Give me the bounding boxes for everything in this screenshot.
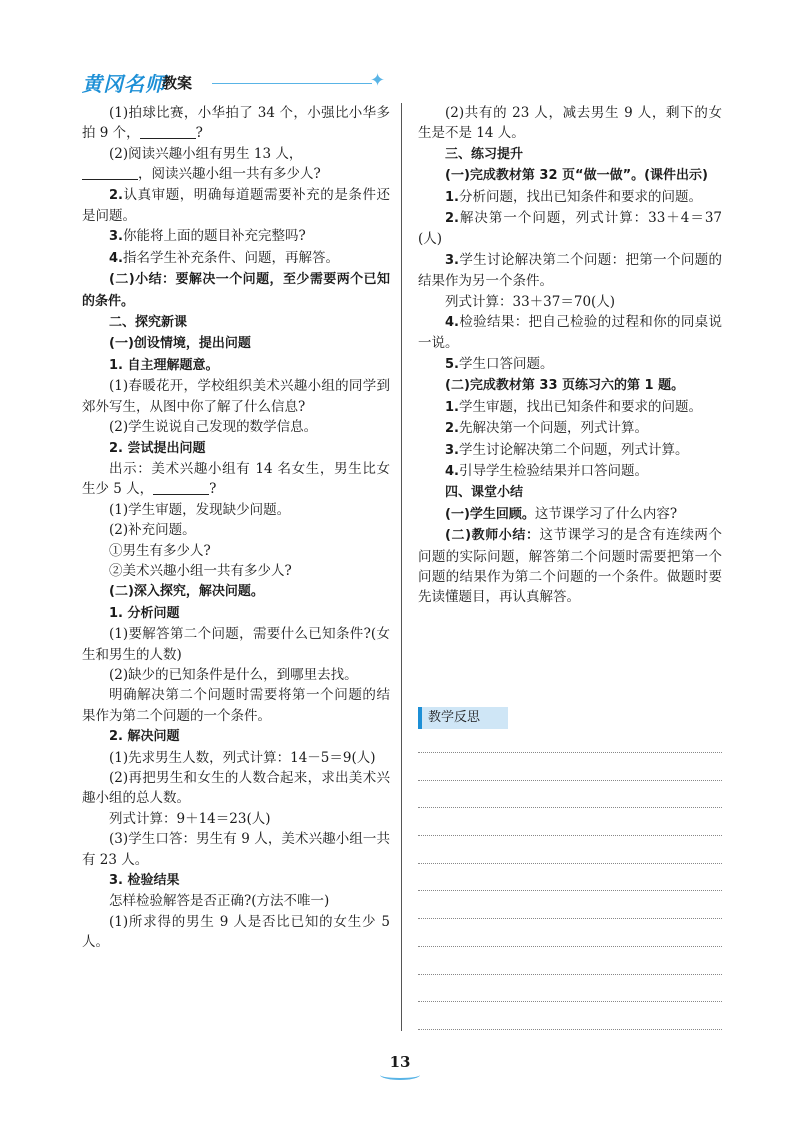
header-subtitle: 教案 — [162, 74, 193, 92]
bold-text: 3. — [445, 442, 459, 458]
paragraph — [82, 541, 390, 561]
paragraph — [82, 912, 390, 953]
paragraph — [82, 459, 390, 500]
text-run: 出示：美术兴趣小组有 14 名女生，男生比女生少 5 人， — [82, 460, 390, 498]
text-run: ②美术兴趣小组一共有多少人? — [109, 562, 292, 579]
text-run: 解决第一个问题，列式计算：33＋4＝37(人) — [418, 210, 722, 248]
paragraph — [418, 208, 722, 250]
paragraph — [418, 250, 722, 292]
paragraph — [418, 354, 722, 375]
bold-text: 1. 分析问题 — [109, 605, 180, 621]
text-run: 学生讨论解决第二个问题，列式计算。 — [458, 441, 689, 458]
paragraph — [82, 809, 390, 829]
paragraph — [418, 187, 722, 208]
bold-text: 4. — [109, 250, 123, 266]
text-run: ，阅读兴趣小组一共有多少人? — [138, 166, 321, 183]
page-number: 13 — [389, 1053, 411, 1071]
text-run: 分析问题，找出已知条件和要求的问题。 — [458, 188, 702, 205]
writing-line — [418, 863, 722, 864]
bold-text: 1. — [445, 189, 459, 205]
bold-text: 2. 尝试提出问题 — [109, 440, 206, 456]
writing-line — [418, 890, 722, 891]
paragraph — [82, 829, 390, 870]
bold-text: 2. — [445, 211, 459, 227]
paragraph — [418, 397, 722, 418]
writing-line — [418, 974, 722, 975]
paragraph — [418, 418, 722, 439]
writing-line — [418, 946, 722, 947]
bold-text: (一)完成教材第 32 页“做一做”。(课件出示) — [445, 168, 708, 184]
bold-text: (二)小结：要解决一个问题，至少需要两个已知的条件。 — [82, 272, 390, 309]
paragraph — [418, 165, 722, 186]
paragraph — [418, 504, 722, 525]
paragraph — [82, 269, 390, 312]
paragraph — [82, 185, 390, 227]
bold-text: 3. — [445, 252, 459, 268]
writing-line — [418, 918, 722, 919]
paragraph — [82, 355, 390, 376]
bold-text: 二、探究新课 — [109, 315, 188, 331]
writing-line — [418, 752, 722, 753]
paragraph — [418, 440, 722, 461]
paragraph — [82, 726, 390, 747]
bold-text: 三、练习提升 — [445, 146, 524, 162]
header-rule — [212, 83, 372, 84]
reflection-title: 教学反思 — [418, 707, 508, 729]
text-run: 先解决第一个问题，列式计算。 — [458, 420, 648, 437]
page-number-ornament — [380, 1070, 420, 1080]
paragraph — [82, 685, 390, 726]
text-run: 你能将上面的题目补充完整吗? — [122, 228, 306, 245]
text-run: 检验结果：把自己检验的过程和你的同桌说一说。 — [418, 314, 722, 352]
paragraph — [82, 226, 390, 247]
text-run: (1)学生审题，发现缺少问题。 — [109, 501, 291, 518]
paragraph — [82, 748, 390, 768]
bold-text: (二)教师小结： — [445, 528, 540, 544]
paragraph — [82, 870, 390, 891]
text-run: 怎样检验解答是否正确?(方法不唯一) — [109, 893, 330, 910]
bold-text: 1. 自主理解题意。 — [109, 357, 219, 373]
text-run: 这节课学习了什么内容? — [534, 505, 678, 522]
paragraph — [82, 312, 390, 333]
brand-logo: 黄冈名师 — [82, 72, 166, 96]
paragraph — [82, 417, 390, 437]
text-run: (2)学生说说自己发现的数学信息。 — [109, 419, 318, 436]
text-run: 认真审题，明确每道题需要补充的是条件还是问题。 — [82, 186, 390, 225]
bold-text: (一)学生回顾。 — [445, 506, 535, 522]
paragraph — [418, 482, 722, 503]
paragraph — [418, 312, 722, 354]
text-run: (1)先求男生人数，列式计算：14－5＝9(人) — [109, 749, 376, 766]
bold-text: 2. — [445, 421, 459, 437]
paragraph — [82, 561, 390, 581]
text-run: ? — [195, 125, 203, 142]
paragraph — [82, 333, 390, 354]
text-run: (2)共有的 23 人，减去男生 9 人，剩下的女生是不是 14 人。 — [418, 105, 722, 142]
text-run: 学生讨论解决第二个问题：把第一个问题的结果作为另一个条件。 — [418, 251, 722, 290]
bold-text: 3. 检验结果 — [109, 873, 180, 889]
reflection-writing-lines — [418, 752, 722, 1057]
text-run: (1)所求得的男生 9 人是否比已知的女生少 5 人。 — [82, 913, 390, 951]
left-column — [82, 103, 390, 953]
bold-text: (二)深入探究，解决问题。 — [109, 584, 264, 600]
bold-text: 5. — [445, 356, 459, 372]
text-run: 列式计算：33＋37＝70(人) — [445, 293, 616, 310]
paragraph — [418, 461, 722, 482]
bold-text: (一)创设情境，提出问题 — [109, 336, 251, 352]
fill-in-blank — [153, 480, 209, 495]
writing-line — [418, 807, 722, 808]
text-run: (1)拍球比赛，小华拍了 34 个，小强比小华多拍 9 个， — [82, 105, 390, 142]
paragraph — [82, 603, 390, 624]
bold-text: 2. 解决问题 — [109, 729, 180, 745]
paragraph — [418, 103, 722, 144]
paragraph — [82, 500, 390, 520]
paragraph — [82, 665, 390, 685]
paragraph — [82, 624, 390, 665]
paragraph — [418, 525, 722, 608]
fill-in-blank — [82, 165, 138, 180]
paragraph — [82, 891, 390, 911]
paragraph — [418, 144, 722, 165]
text-run: ? — [209, 481, 217, 498]
bold-text: 2. — [109, 187, 123, 203]
fill-in-blank — [140, 124, 196, 139]
column-divider — [401, 103, 402, 1031]
writing-line — [418, 835, 722, 836]
writing-line — [418, 1029, 722, 1030]
paragraph — [82, 248, 390, 269]
paragraph — [82, 164, 390, 184]
page-header — [82, 68, 386, 98]
text-run: 列式计算：9＋14＝23(人) — [109, 810, 271, 827]
text-run: 引导学生检验结果并口答问题。 — [458, 462, 648, 479]
text-run: 这节课学习的是含有连续两个问题的实际问题，解答第二个问题时需要把第一个问题的结果作为第二个问题的一个条件。做题时要先读懂题目，再认真解答。 — [418, 527, 722, 606]
sparkle-icon: ✦ — [370, 70, 386, 91]
bold-text: 1. — [445, 399, 459, 415]
right-column — [418, 103, 722, 608]
writing-line — [418, 780, 722, 781]
bold-text: 四、课堂小结 — [445, 485, 524, 501]
text-run: ①男生有多少人? — [109, 542, 211, 559]
text-run: 指名学生补充条件、问题，再解答。 — [122, 249, 339, 266]
bold-text: 4. — [445, 463, 459, 479]
text-run: 学生口答问题。 — [458, 355, 554, 372]
paragraph — [82, 768, 390, 809]
text-run: (2)缺少的已知条件是什么，到哪里去找。 — [109, 666, 358, 683]
text-run: 明确解决第二个问题时需要将第一个问题的结果作为第二个问题的一个条件。 — [82, 687, 390, 724]
text-run: (3)学生口答：男生有 9 人，美术兴趣小组一共有 23 人。 — [82, 831, 390, 868]
paragraph — [82, 103, 390, 144]
paragraph — [418, 292, 722, 312]
text-run: (2)阅读兴趣小组有男生 13 人， — [109, 145, 303, 162]
text-run: 学生审题，找出已知条件和要求的问题。 — [458, 398, 702, 415]
paragraph — [82, 581, 390, 602]
bold-text: 4. — [445, 315, 459, 331]
paragraph — [82, 438, 390, 459]
text-run: (2)再把男生和女生的人数合起来，求出美术兴趣小组的总人数。 — [82, 770, 390, 807]
bold-text: (二)完成教材第 33 页练习六的第 1 题。 — [445, 378, 685, 394]
text-run: (2)补充问题。 — [109, 522, 196, 539]
text-run: (1)春暖花开，学校组织美术兴趣小组的同学到郊外写生，从图中你了解了什么信息? — [82, 378, 390, 415]
writing-line — [418, 1001, 722, 1002]
paragraph — [418, 375, 722, 396]
text-run: (1)要解答第二个问题，需要什么已知条件?(女生和男生的人数) — [82, 626, 390, 663]
paragraph — [82, 144, 390, 164]
bold-text: 3. — [109, 229, 123, 245]
paragraph — [82, 376, 390, 417]
paragraph — [82, 520, 390, 540]
